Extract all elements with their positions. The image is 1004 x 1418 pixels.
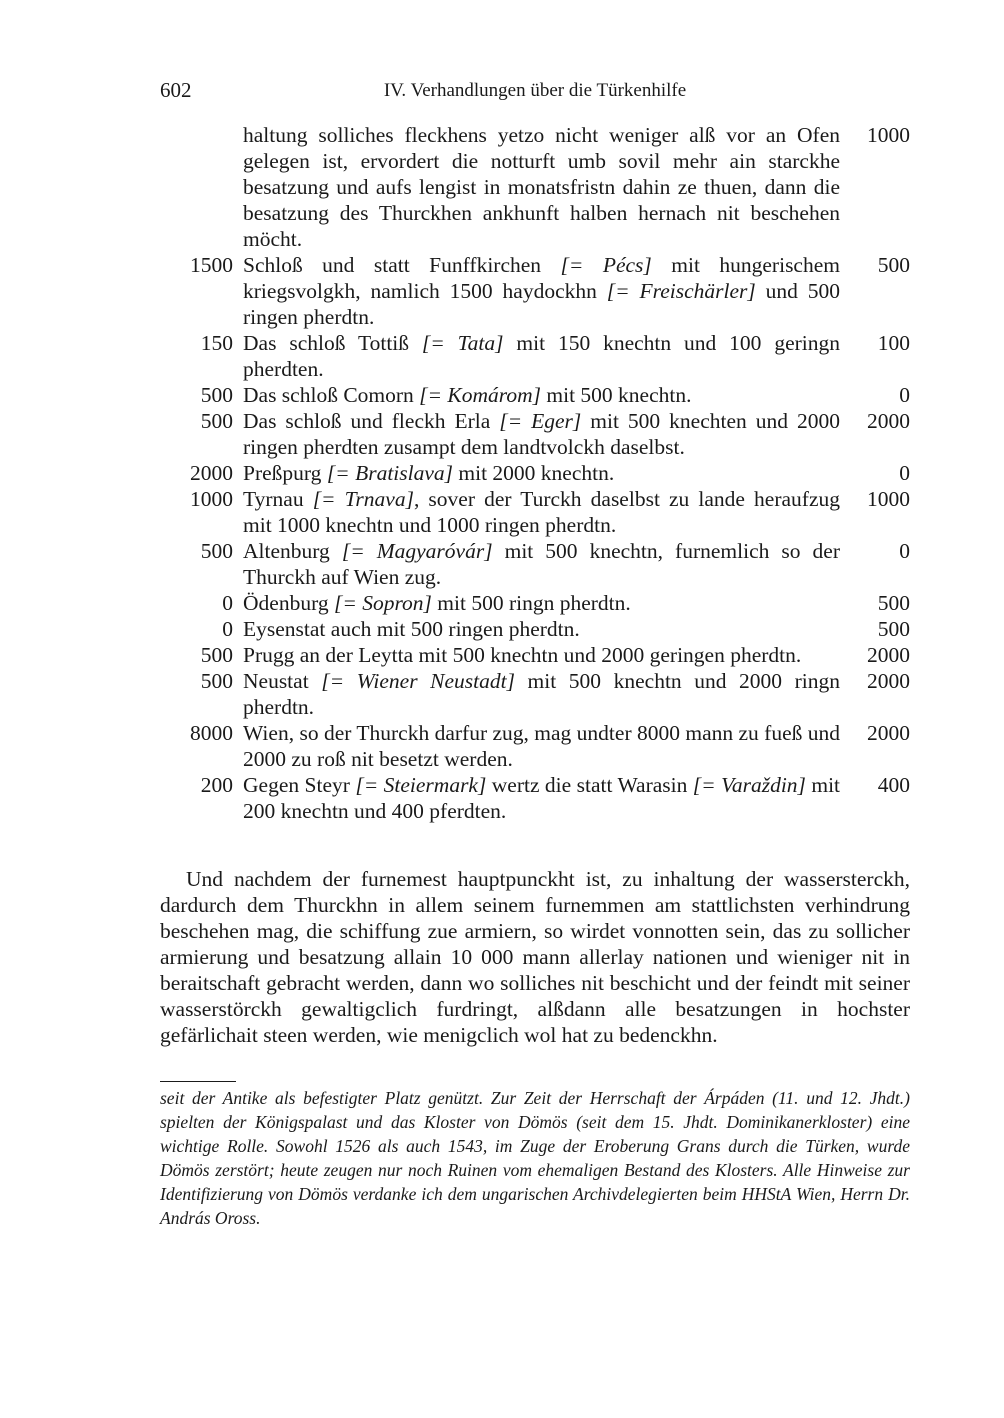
place-identification: [= Eger] (499, 409, 582, 433)
row-right-number: 2000 (867, 409, 910, 433)
row-text-segment: und 500 ringen pherdtn. (243, 279, 841, 329)
table-row (160, 772, 910, 824)
place-identification: [= Varaždin] (692, 773, 806, 797)
place-identification: [= Wiener Neustadt] (321, 669, 515, 693)
place-identification: [= Freischärler] (606, 279, 756, 303)
row-text-segment: , sover der Turckh daselbst zu lande heraufzug mit 1000 knechtn und 1000 ringen pherdtn. (243, 487, 840, 537)
row-text-segment: mit 200 knechtn und 400 pferdten. (243, 773, 841, 823)
running-title: IV. Verhandlungen über die Türkenhilfe (383, 80, 687, 101)
row-right-number: 500 (877, 253, 910, 277)
row-left-number: 500 (200, 383, 233, 407)
row-text-segment: Altenburg (243, 539, 342, 563)
row-text (243, 642, 840, 668)
row-text-segment: Das schloß Tottiß (243, 331, 422, 355)
place-identification: [= Komárom] (419, 383, 542, 407)
row-text (243, 252, 840, 330)
body-paragraph: Und nachdem der furnemest hauptpunckht ist, zu inhaltung der wassersterckh, dardurch dem Thurckhn in allem seinem furnemmen am stattlichsten verhindrung beschehen mag, die schiffung zue armiern, so wirdet vonnotten sein, das zu sollicher armierung und besatzung allain 10 000 mann allerlay nationen und wieniger nit in beraitschaft gebracht werden, dann wo solliches nit beschicht und der feindt mit seiner wasserstörckh gewaltigclich furdringt, alßdann alle besatzungen in hochster gefärlichait steen werden, wie menigclich wol hat zu bedenckhn. (160, 867, 910, 1047)
row-text (243, 408, 840, 460)
table-row (160, 668, 910, 720)
row-left-number: 1500 (190, 253, 233, 277)
row-text-segment: Neustat (243, 669, 322, 693)
table-row (160, 486, 910, 538)
row-left-number: 0 (222, 591, 233, 615)
place-identification: [= Bratislava] (326, 461, 454, 485)
row-text-segment: Preßpurg (243, 461, 327, 485)
row-text (243, 460, 840, 486)
row-right-number: 1000 (867, 123, 910, 147)
row-text-segment: Prugg an der Leytta mit 500 knechtn und 2000 geringen pherdtn. (243, 643, 802, 667)
row-text-segment: mit 500 knechtn, furnemlich so der Thurckh auf Wien zug. (243, 539, 840, 589)
table-row (160, 382, 910, 408)
page-number: 602 (160, 78, 192, 102)
row-right-number: 2000 (867, 643, 910, 667)
row-text (243, 720, 840, 772)
row-right-number: 0 (899, 383, 910, 407)
fortification-table (160, 122, 910, 824)
table-row (160, 616, 910, 642)
row-text-segment: Gegen Steyr (243, 773, 356, 797)
row-text-segment: Wien, so der Thurckh darfur zug, mag undter 8000 mann zu fueß und 2000 zu roß nit besetzt werden. (243, 721, 840, 771)
row-right-number: 500 (877, 617, 910, 641)
table-row (160, 122, 910, 252)
row-text-segment: Tyrnau (243, 487, 313, 511)
row-text (243, 616, 840, 642)
page-header (160, 78, 910, 108)
footnote-rule (160, 1081, 236, 1082)
row-text-segment: mit 500 ringn pherdtn. (431, 591, 631, 615)
row-text-segment: Das schloß Comorn (243, 383, 420, 407)
table-row (160, 538, 910, 590)
row-left-number: 2000 (190, 461, 233, 485)
row-right-number: 100 (877, 331, 910, 355)
row-right-number: 2000 (867, 721, 910, 745)
place-identification: [= Magyaróvár] (341, 539, 493, 563)
row-text (243, 538, 840, 590)
row-text (243, 486, 840, 538)
row-text-segment: Schloß und statt Funffkirchen (243, 253, 561, 277)
row-text-segment: mit 500 knechtn. (541, 383, 692, 407)
table-row (160, 460, 910, 486)
row-left-number: 0 (222, 617, 233, 641)
row-text (243, 382, 840, 408)
row-left-number: 500 (200, 643, 233, 667)
row-text-segment: mit 150 knechtn und 100 geringn pherdten. (243, 331, 840, 381)
row-right-number: 400 (877, 773, 910, 797)
row-text (243, 772, 840, 824)
row-left-number: 500 (200, 669, 233, 693)
row-right-number: 0 (899, 539, 910, 563)
row-text (243, 122, 840, 252)
row-text (243, 668, 840, 720)
place-identification: [= Trnava] (312, 487, 414, 511)
footnote-text: seit der Antike als befestigter Platz genützt. Zur Zeit der Herrschaft der Árpáden (11. und 12. Jhdt.) spielten der Königspalast und das Kloster von Dömös (seit dem 15. Jhdt. Dominikanerkloster) eine wichtige Rolle. Sowohl 1526 als auch 1543, im Zuge der Eroberung Grans durch die Türken, wurde Dömös zerstört; heute zeugen nur noch Ruinen vom ehemaligen Bestand des Klosters. Alle Hinweise zur Identifizierung von Dömös verdanke ich dem ungarischen Archivdelegierten beim HHStA Wien, Herrn Dr. András Oross. (160, 1088, 910, 1228)
place-identification: [= Pécs] (560, 253, 652, 277)
row-left-number: 200 (200, 773, 233, 797)
row-right-number: 500 (877, 591, 910, 615)
row-text-segment: haltung solliches fleckhens yetzo nicht weniger alß vor an Ofen gelegen ist, ervordert die notturft umb sovil mehr ain starckhe besatzung und aufs lengist in monatsfristn dahin ze thuen, dann die besatzung des Thurckhen ankhunft halben hernach nit beschehen möcht. (243, 123, 840, 251)
table-row (160, 330, 910, 382)
row-left-number: 500 (200, 409, 233, 433)
row-text-segment: mit 2000 knechtn. (453, 461, 615, 485)
row-left-number: 1000 (190, 487, 233, 511)
row-text (243, 330, 840, 382)
place-identification: [= Tata] (421, 331, 504, 355)
row-right-number: 0 (899, 461, 910, 485)
table-row (160, 408, 910, 460)
row-text-segment: Ödenburg (243, 591, 334, 615)
row-text-segment: Das schloß und fleckh Erla (243, 409, 500, 433)
table-row (160, 252, 910, 330)
table-row (160, 720, 910, 772)
row-right-number: 1000 (867, 487, 910, 511)
row-text-segment: mit 500 knechten und 2000 ringen pherdten zusampt dem landtvolckh daselbst. (243, 409, 840, 459)
row-text-segment: mit 500 knechtn und 2000 ringn pherdtn. (243, 669, 840, 719)
place-identification: [= Sopron] (333, 591, 432, 615)
row-left-number: 500 (200, 539, 233, 563)
table-row (160, 642, 910, 668)
row-text-segment: mit hungerischem kriegsvolgkh, namlich 1500 haydockhn (243, 253, 840, 303)
row-text-segment: Eysenstat auch mit 500 ringen pherdtn. (243, 617, 580, 641)
row-left-number: 8000 (190, 721, 233, 745)
place-identification: [= Steiermark] (355, 773, 487, 797)
row-text (243, 590, 840, 616)
table-row (160, 590, 910, 616)
row-left-number: 150 (200, 331, 233, 355)
row-right-number: 2000 (867, 669, 910, 693)
row-text-segment: wertz die statt Warasin (486, 773, 693, 797)
